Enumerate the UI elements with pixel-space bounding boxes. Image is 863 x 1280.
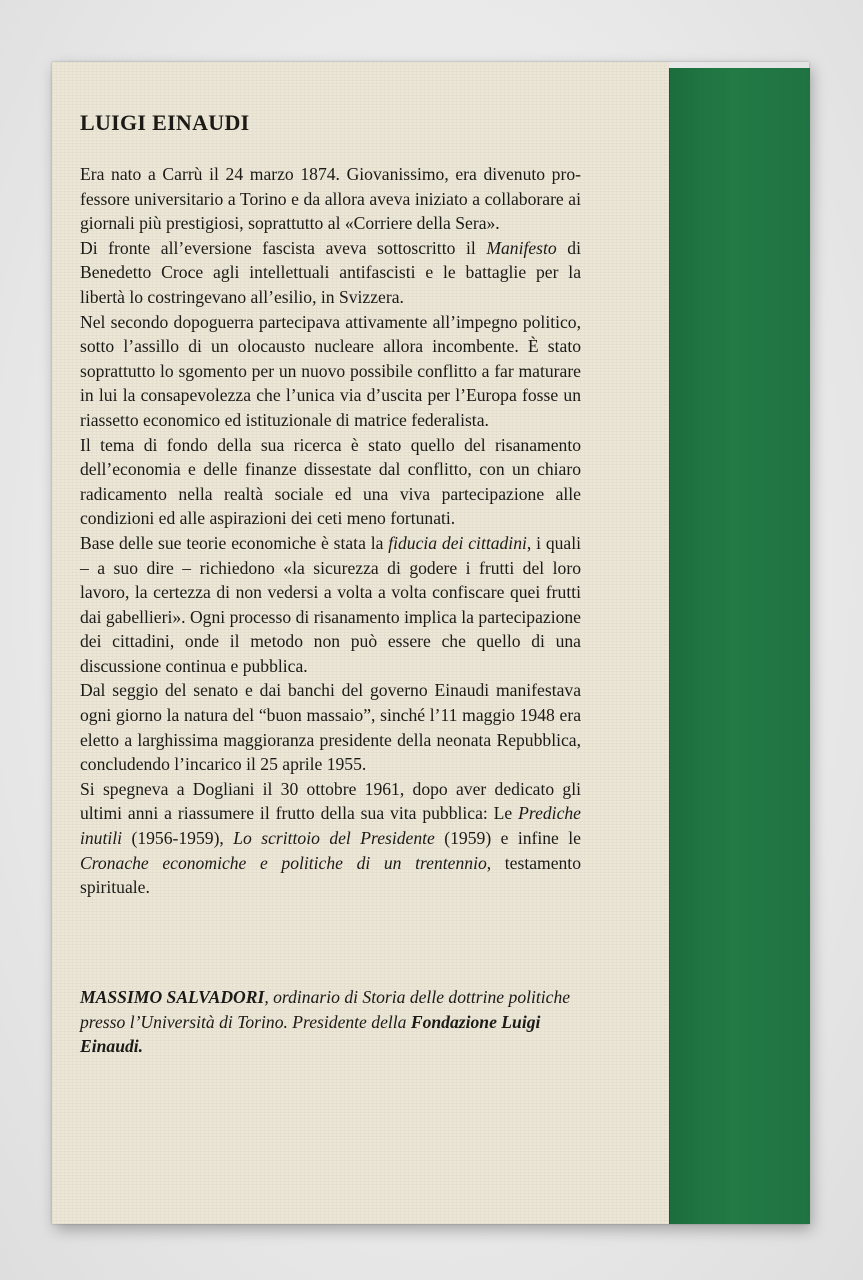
- italic-text: Prediche inutili: [80, 803, 581, 849]
- biography-section: [80, 110, 581, 900]
- paragraph-research: [80, 433, 581, 531]
- author-note: [80, 985, 590, 1059]
- text-run: Si spegneva a Dogliani il 30 ottobre 1961, dopo aver dedicato gli ultimi anni a riassumere il frutto della sua vita pubblica: Le: [80, 778, 581, 824]
- text-run: Era nato a Carrù il 24 marzo 1874. Giovanissimo, era divenuto professore universitario a Torino e da allora aveva iniziato a collaborare ai giornali più prestigiosi, soprattutto al «Corriere della Sera».: [80, 164, 581, 234]
- text-run: Dal seggio del senato e dai banchi del governo Einaudi manifestava ogni giorno la natura del “buon massaio”, sinché l’11 maggio 1948 era eletto a larghissima maggioranza presidente della neonata Repubblica, concludendo l’incarico il 25 aprile 1955.: [80, 680, 581, 775]
- italic-text: Manifesto: [486, 237, 557, 258]
- text-run: Nel secondo dopoguerra partecipava attivamente all’impegno politico, sotto l’assillo di un olocausto nucleare allora incombente. È stato soprattutto lo sgomento per un nuovo possibile conflitto a far maturare in lui la consapevolezza che l’unica via d’uscita per l’Europa fosse un riassetto economico ed istituzionale di matrice federalista.: [80, 311, 581, 430]
- paragraph-death: [80, 777, 581, 900]
- italic-text: Cronache economiche e politiche di un trentennio: [80, 852, 487, 873]
- paragraph-postwar: [80, 310, 581, 433]
- paragraph-birth: [80, 162, 581, 236]
- text-run: , testamento spirituale.: [80, 852, 581, 898]
- text-run: (1956-1959),: [122, 828, 234, 849]
- paragraph-presidency: [80, 678, 581, 776]
- italic-text: fiducia dei cittadini: [388, 532, 527, 553]
- text-run: (1959) e infine le: [434, 828, 581, 849]
- text-run: , ordinario di Storia delle dottrine politiche presso l’Università di Torino. Presidente della: [80, 987, 571, 1032]
- text-run: , i quali – a suo dire – richiedono «la sicurezza di godere i frutti del loro lavoro, la certezza di non vedersi a volta a volta confiscare quei frutti dai gabellieri». Ogni processo di risanamento implica la partecipazione dei cittadini, onde il metodo non può essere che quello di una discussione continua e pubblica.: [80, 532, 582, 676]
- biography-body: [80, 162, 581, 900]
- text-run: Di fronte all’eversione fascista aveva sottoscritto il: [80, 237, 487, 258]
- green-spine-band: [669, 68, 810, 1224]
- bold-text: Fondazione Luigi Einaudi.: [80, 1011, 541, 1057]
- text-run: di Benedetto Croce agli intellettuali antifascisti e le battaglie per la libertà lo costringevano all’esilio, in Svizzera.: [80, 237, 581, 307]
- bold-text: MASSIMO SALVADORI: [80, 987, 265, 1007]
- page-title: LUIGI EINAUDI: [80, 110, 250, 135]
- text-run: Il tema di fondo della sua ricerca è stato quello del risanamento dell’economia e delle finanze dissestate dal conflitto, con un chiaro radicamento nella realtà sociale ed una viva partecipazione alle condizioni ed alle aspirazioni dei ceti meno fortunati.: [80, 434, 581, 529]
- text-run: Base delle sue teorie economiche è stata la: [80, 532, 389, 553]
- italic-text: Lo scrittoio del Presidente: [233, 828, 435, 849]
- paragraph-manifesto: [80, 236, 581, 310]
- paragraph-theories: [80, 531, 581, 679]
